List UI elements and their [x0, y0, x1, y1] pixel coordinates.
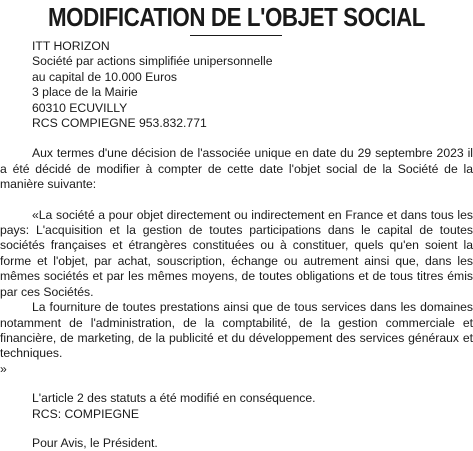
company-details: [0, 39, 473, 131]
company-legal-form: Société par actions simplifiée unipersonnelle: [32, 54, 273, 69]
company-city: 60310 ECUVILLY: [32, 100, 128, 115]
rcs-line: RCS: COMPIEGNE: [32, 406, 139, 421]
signature-block: [0, 436, 473, 451]
notice-body: [0, 39, 473, 451]
company-street: 3 place de la Mairie: [32, 85, 138, 100]
closing-quote: »: [0, 361, 7, 376]
company-name: ITT HORIZON: [32, 39, 110, 53]
signature-line: Pour Avis, le Président.: [32, 435, 158, 450]
object-paragraph-2: La fourniture de toutes prestations ainsi que de tous services dans les domaines notamment de l'administration, de la comptabilité, de la gestion commerciale et financière, de marketing, de la publicité et du développement des services généraux et techniques.: [0, 300, 473, 361]
company-rcs: RCS COMPIEGNE 953.832.771: [32, 116, 207, 131]
notice-title: MODIFICATION DE L'OBJET SOCIAL: [47, 2, 426, 32]
title-underline: [190, 35, 282, 36]
company-capital: au capital de 10.000 Euros: [32, 69, 178, 84]
statutes-line: L'article 2 des statuts a été modifié en conséquence.: [32, 391, 316, 406]
statutes-block: [0, 391, 473, 422]
decision-paragraph: Aux termes d'une décision de l'associée unique en date du 29 septembre 2023 il a été décidé de modifier à compter de cette date l'objet social de la Société de la manière suivante:: [0, 146, 473, 192]
object-paragraph-1: «La société a pour objet directement ou indirectement en France et dans tous les pays: L'acquisition et la gestion de toutes participations dans le capital de toutes sociétés françaises et étrangères constituées ou à constituer, quels qu'en soient la forme et l'objet, par achat, souscription, échange ou autrement ainsi que, dans les mêmes sociétés et par les mêmes moyens, de toutes obligations et de tous titres émis par ces Sociétés.: [0, 207, 473, 299]
